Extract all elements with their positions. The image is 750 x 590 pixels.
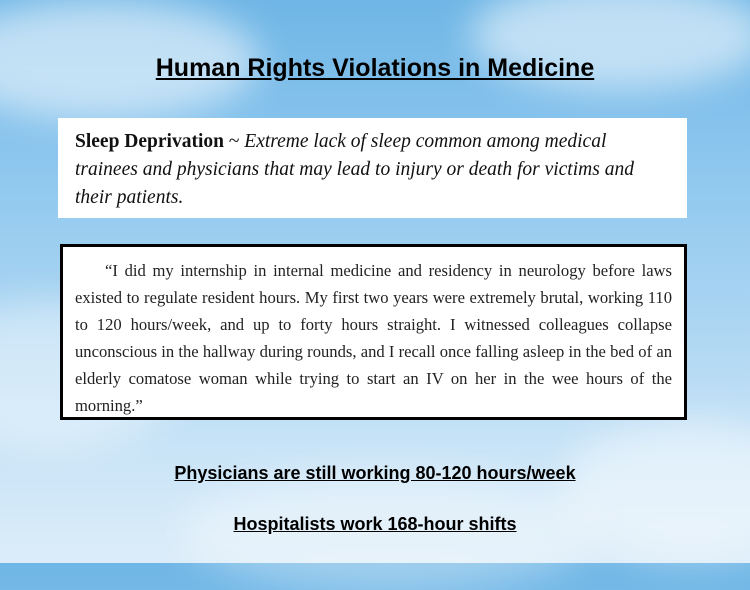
quote-box xyxy=(60,244,687,420)
slide-title: Human Rights Violations in Medicine xyxy=(155,54,595,82)
definition-separator: ~ xyxy=(223,131,245,152)
stat-hours-per-week: Physicians are still working 80-120 hours/week xyxy=(174,463,576,483)
definition-text: Extreme lack of sleep common among medical trainees and physicians that may lead to injury or death for victims and their patients. xyxy=(75,131,634,208)
quote-text: “I did my internship in internal medicine and residency in neurology before laws existed to regulate resident hours. My first two years were extremely brutal, working 110 to 120 hours/week, and up to forty hours straight. I witnessed colleagues collapse unconscious in the hallway during rounds, and I recall once falling asleep in the bed of an elderly comatose woman while trying to start an IV on her in the wee hours of the morning.” xyxy=(75,261,672,415)
definition-box xyxy=(58,118,687,218)
definition-term: Sleep Deprivation xyxy=(75,131,224,152)
stat-hospitalist-shifts: Hospitalists work 168-hour shifts xyxy=(233,514,517,534)
